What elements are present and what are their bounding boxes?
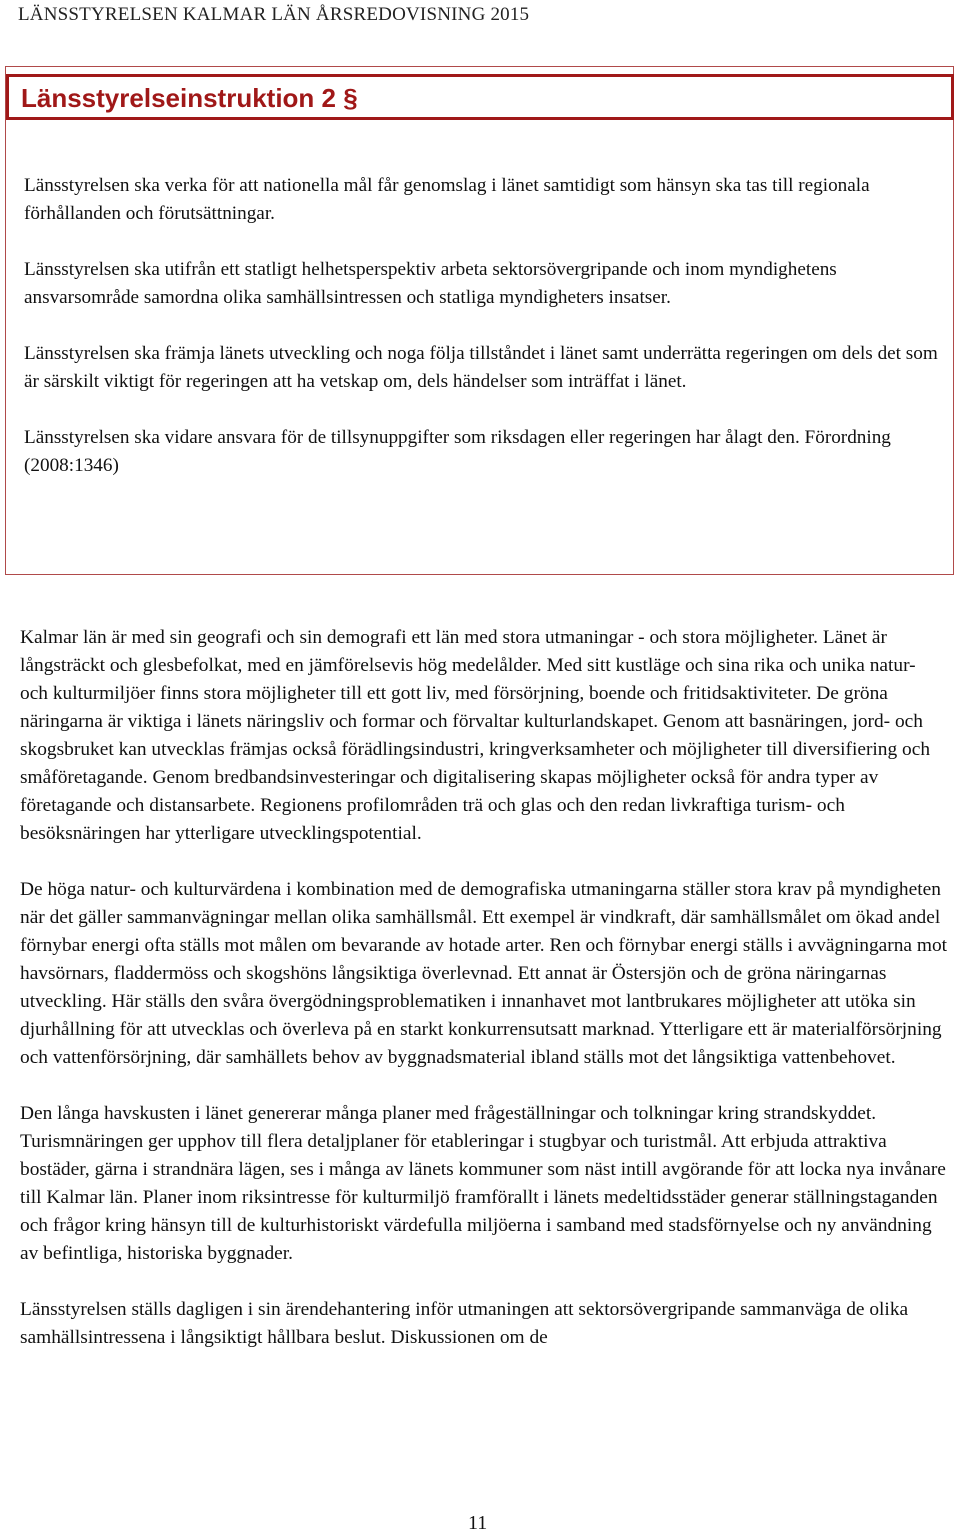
instruction-paragraph: Länsstyrelsen ska utifrån ett statligt helhetsperspektiv arbeta sektorsövergripande och inom myndighetens ansvarsområde samordna olika samhällsintressen och statliga myndigheters insatser. (24, 259, 837, 308)
instruction-paragraph: Länsstyrelsen ska verka för att nationella mål får genomslag i länet samtidigt som hänsyn ska tas till regionala förhållanden och förutsättningar. (24, 175, 870, 224)
instruction-box-text (24, 172, 944, 508)
instruction-paragraph: Länsstyrelsen ska främja länets utveckling och noga följa tillståndet i länet samt underrätta regeringen om dels det som är särskilt viktigt för regeringen att ha vetskap om, dels händelser som inträffat i länet. (24, 343, 938, 392)
body-text (20, 624, 948, 1380)
body-paragraph: De höga natur- och kulturvärdena i kombination med de demografiska utmaningarna ställer stora krav på myndigheten när det gäller sammanvägningar mellan olika samhällsmål. Ett exempel är vindkraft, där samhällsmålet om ökad andel förnybar energi ofta ställs mot målen om bevarande av hotade arter. Ren och förnybar energi ställs i avvägningarna mot havsörnars, fladdermöss och skogshöns långsiktiga överlevnad. Ett annat är Östersjön och de gröna näringarnas utveckling. Här ställs den svåra övergödningsproblematiken i innanhavet mot lantbrukares möjligheter att utöka sin djurhållning för att utvecklas och överleva på en starkt konkurrensutsatt marknad. Ytterligare ett är materialförsörjning och vattenförsörjning, där samhällets behov av byggnadsmaterial ibland ställs mot det långsiktiga vattenbehovet. (20, 879, 948, 1068)
instruction-paragraph: Länsstyrelsen ska vidare ansvara för de tillsynuppgifter som riksdagen eller regeringen har ålagt den. Förordning (2008:1346) (24, 427, 891, 476)
running-header: LÄNSSTYRELSEN KALMAR LÄN ÅRSREDOVISNING 2015 (18, 4, 530, 25)
body-paragraph: Den långa havskusten i länet genererar många planer med frågeställningar och tolkningar kring strandskyddet. Turismnäringen ger upphov till flera detaljplaner för etableringar i stugbyar och turistmål. Att erbjuda attraktiva bostäder, gärna i strandnära lägen, ses i många av länets kommuner som näst intill avgörande för att locka nya invånare till Kalmar län. Planer inom riksintresse för kulturmiljö framförallt i länets medeltidsstäder generar ställningstaganden och frågor kring hänsyn till de kulturhistoriskt värdefulla miljöerna i samband med stadsförnyelse och ny användning av befintliga, historiska byggnader. (20, 1103, 946, 1264)
body-paragraph: Länsstyrelsen ställs dagligen i sin ärendehantering inför utmaningen att sektorsövergripande sammanväga de olika samhällsintressena i långsiktigt hållbara beslut. Diskussionen om de (20, 1299, 909, 1348)
body-paragraph: Kalmar län är med sin geografi och sin demografi ett län med stora utmaningar - och stora möjligheter. Länet är långsträckt och glesbefolkat, med en jämförelsevis hög medelålder. Med sitt kustläge och sina rika och unika natur- och kulturmiljöer finns stora möjligheter till ett gott liv, med försörjning, boende och fritidsaktiviteter. De gröna näringarna är viktiga i länets näringsliv och formar och förvaltar kulturlandskapet. Genom att basnäringen, jord- och skogsbruket kan utvecklas främjas också förädlingsindustri, kringverksamheter och möjligheter till diversifiering och småföretagande. Genom bredbandsinvesteringar och digitalisering skapas möjligheter också för andra typer av företagande och distansarbete. Regionens profilområden trä och glas och den redan livkraftiga turism- och besöksnäringen har ytterligare utvecklingspotential. (20, 627, 931, 844)
page-number: 11 (468, 1512, 488, 1534)
instruction-box-title: Länsstyrelseinstruktion 2 § (6, 74, 954, 120)
